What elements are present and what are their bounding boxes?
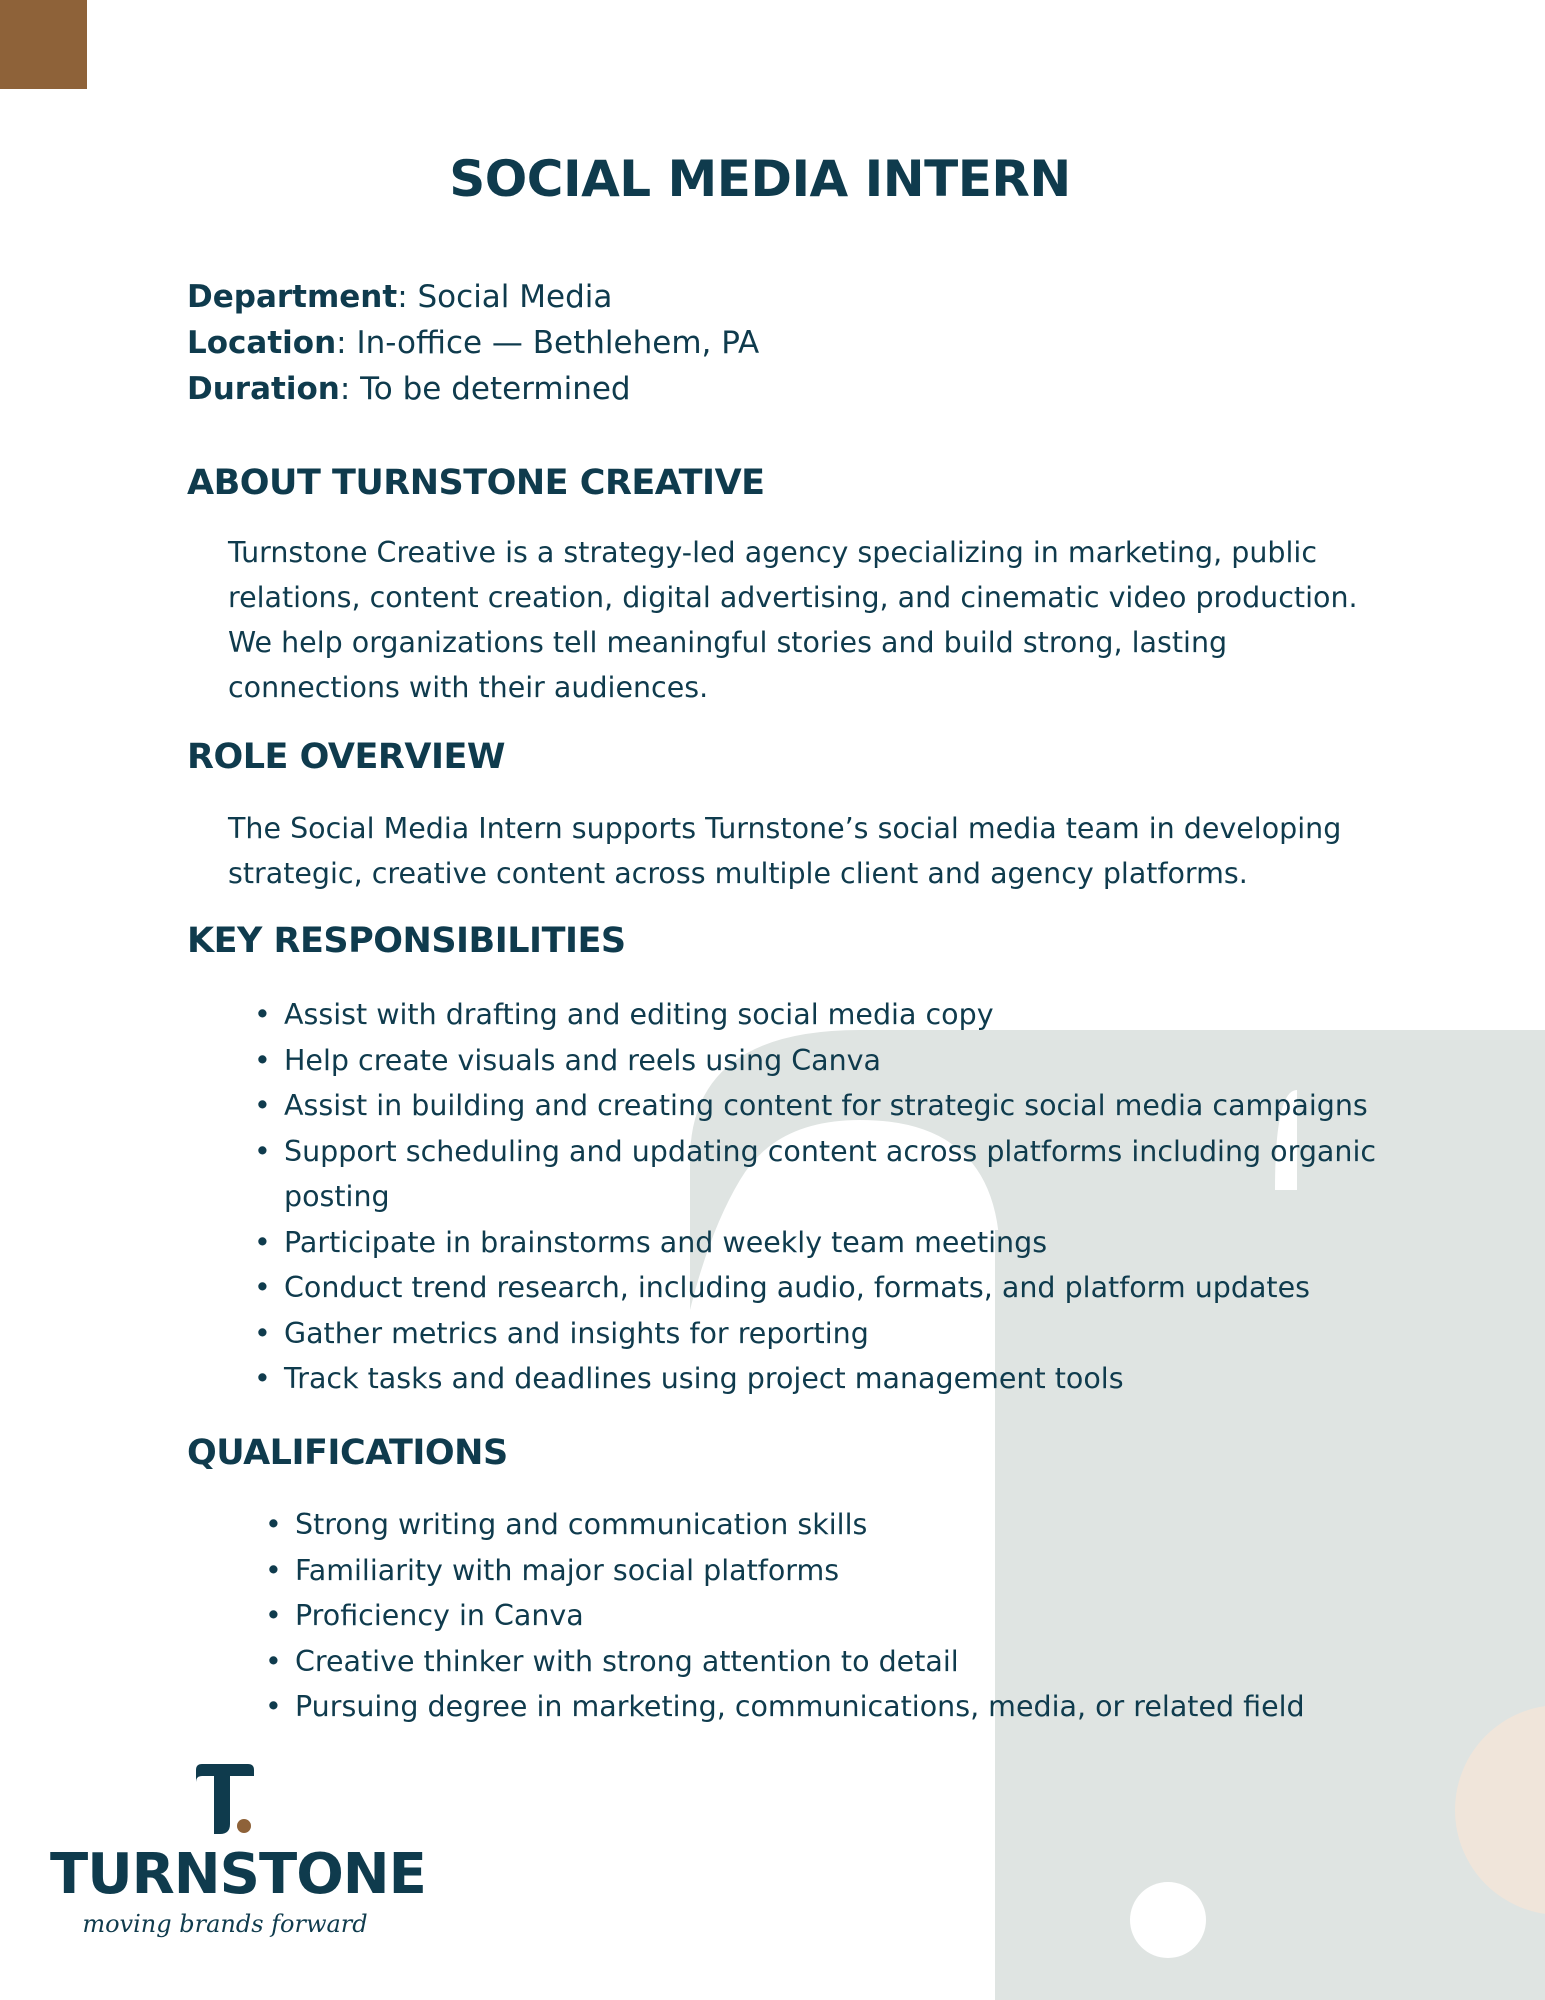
list-item-text: Support scheduling and updating content across platforms including organic posting <box>284 1134 1377 1213</box>
job-meta <box>187 274 759 412</box>
meta-label: Duration <box>187 371 340 407</box>
list-item <box>254 1265 1444 1311</box>
list-item-text: Conduct trend research, including audio, formats, and platform updates <box>284 1271 1310 1304</box>
bullet-icon: • <box>254 1134 271 1168</box>
list-item-text: Help create visuals and reels using Canva <box>284 1043 882 1077</box>
list-item <box>254 992 1444 1038</box>
watermark-dot <box>1130 1882 1206 1958</box>
meta-department <box>187 274 759 320</box>
overview-heading: ROLE OVERVIEW <box>187 737 505 777</box>
meta-label: Department <box>187 279 398 315</box>
list-item <box>265 1684 1305 1730</box>
list-item-text: Assist with drafting and editing social media copy <box>284 998 994 1031</box>
turnstone-logo <box>50 1760 426 1940</box>
logo-wordmark: TURNSTONE <box>50 1842 426 1907</box>
list-item <box>265 1593 1305 1639</box>
list-item-text: Participate in brainstorms and weekly team meetings <box>284 1225 1048 1259</box>
logo-tagline: moving brands forward <box>82 1910 368 1938</box>
bullet-icon: • <box>265 1644 282 1678</box>
meta-value: : Social Media <box>397 279 613 315</box>
list-item-text: Familiarity with major social platforms <box>295 1553 840 1587</box>
list-item-text: Gather metrics and insights for reporting <box>284 1316 869 1350</box>
qualifications-list <box>265 1502 1305 1730</box>
meta-label: Location <box>187 325 337 361</box>
list-item <box>265 1548 1305 1594</box>
list-item <box>254 1311 1444 1357</box>
list-item-text: Creative thinker with strong attention to detail <box>295 1644 959 1678</box>
qualifications-heading: QUALIFICATIONS <box>187 1433 508 1473</box>
bullet-icon: • <box>254 998 271 1031</box>
list-item <box>254 1083 1444 1129</box>
bullet-icon: • <box>254 1089 271 1122</box>
bullet-icon: • <box>265 1508 282 1541</box>
list-item-text: Pursuing degree in marketing, communications, media, or related field <box>295 1690 1305 1723</box>
about-text: Turnstone Creative is a strategy-led agency specializing in marketing, public relations, content creation, digital advertising, and cinematic video production. We help organizations tell meaningful stories and build strong, lasting connections with their audiences. <box>228 536 1358 704</box>
bullet-icon: • <box>254 1271 271 1304</box>
list-item-text: Assist in building and creating content for strategic social media campaigns <box>284 1089 1368 1122</box>
list-item <box>265 1639 1305 1685</box>
meta-location <box>187 320 759 366</box>
list-item <box>254 1129 1444 1220</box>
list-item-text: Proficiency in Canva <box>295 1599 584 1632</box>
bullet-icon: • <box>254 1043 271 1077</box>
bullet-icon: • <box>254 1225 271 1259</box>
list-item <box>265 1502 1305 1548</box>
responsibilities-list <box>254 992 1444 1402</box>
list-item <box>254 1356 1444 1402</box>
meta-value: : In-office — Bethlehem, PA <box>336 325 760 361</box>
turnstone-t-icon <box>190 1760 260 1840</box>
list-item <box>254 1038 1444 1084</box>
bullet-icon: • <box>265 1599 282 1632</box>
list-item-text: Track tasks and deadlines using project management tools <box>284 1362 1124 1395</box>
bullet-icon: • <box>254 1316 271 1350</box>
list-item <box>254 1220 1444 1266</box>
list-item-text: Strong writing and communication skills <box>295 1508 868 1541</box>
about-heading: ABOUT TURNSTONE CREATIVE <box>187 463 765 503</box>
responsibilities-heading: KEY RESPONSIBILITIES <box>187 921 626 961</box>
overview-text: The Social Media Intern supports Turnstone’s social media team in developing strategic, creative content across multiple client and agency platforms. <box>228 812 1342 890</box>
meta-duration <box>187 366 759 412</box>
meta-value: : To be determined <box>339 371 631 407</box>
bullet-icon: • <box>265 1553 282 1587</box>
bullet-icon: • <box>254 1362 271 1395</box>
bullet-icon: • <box>265 1690 282 1723</box>
page-title: SOCIAL MEDIA INTERN <box>449 150 1071 208</box>
